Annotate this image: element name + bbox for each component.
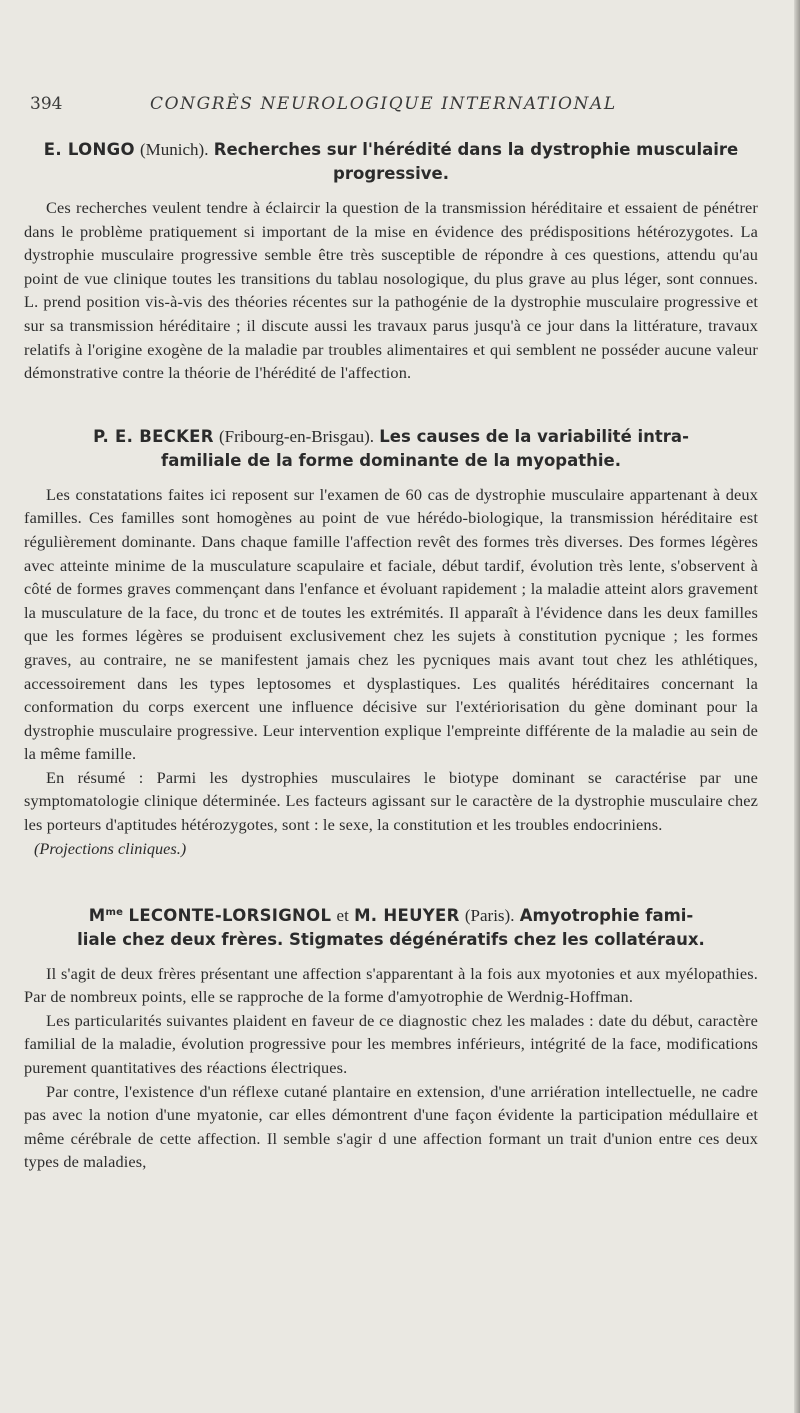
- article-3-paragraph-1: Il s'agit de deux frères présentant une affection s'apparentant à la fois aux myotonies et aux myélopathies. Par de nombreux points, elle se rapproche de la forme d'amyotrophie de Werdnig-Hoffman.: [24, 963, 758, 1007]
- article-1-paragraph-1: Ces recherches veulent tendre à éclaircir la question de la transmission héréditaire et essaient de pénétrer dans le problème pratiquement si important de la mise en évidence des prédispositions hétérozygotes. La dystrophie musculaire progressive semble être très susceptible de répondre à ces questions, attendu qu'au point de vue clinique toutes les transitions du tablau nosologique, du plus grave au plus léger, sont connues. L. prend position vis-à-vis des théories récentes sur la pathogénie de la dystrophie musculaire progressive et sur sa transmission héréditaire ; il discute aussi les travaux parus jusqu'à ce jour dans la littérature, travaux relatifs à l'origine exogène de la maladie par troubles alimentaires et qui semblent ne posséder aucune valeur démonstrative contre la théorie de l'hérédité de l'affection.: [24, 198, 758, 383]
- article-3-heading: [24, 901, 758, 952]
- running-head: [24, 90, 758, 120]
- article-2-paragraph-2: En résumé : Parmi les dystrophies musculaires le biotype dominant se caractérise par une symptomatologie clinique déterminée. Les facteurs agissant sur le caractère de la dystrophie musculaire chez les porteurs d'aptitudes hétérozygotes, sont : le sexe, la constitution et les troubles endocriniens.: [24, 767, 758, 835]
- article-2-paragraph-1: Les constatations faites ici reposent sur l'examen de 60 cas de dystrophie musculaire appartenant à deux familles. Ces familles sont homogènes au point de vue hérédo-biologique, la transmission héréditaire est régulièrement dominante. Dans chaque famille l'affection revêt des formes très diverses. Des formes légères avec atteinte minime de la musculature scapulaire et faciale, début tardif, évolution très lente, s'observent à côté de formes graves commençant dans l'enfance et évoluant rapidement ; la maladie atteint alors gravement la musculature de la face, du tronc et de toutes les extrémités. Il apparaît à l'évidence dans les deux familles que les formes légères se produisent exclusivement chez les sujets à constitution pycnique ; les formes graves, au contraire, ne se manifestent jamais chez les pycniques mais avant tout chez les athlétiques, accessoirement dans les types leptosomes et dysplastiques. Les qualités héréditaires concernant la conformation du corps exercent une influence décisive sur l'extériorisation du gène dominant pour la dystrophie musculaire progressive. Leur intervention explique l'empreinte différente de la maladie au sein de la même famille.: [24, 484, 758, 764]
- book-page: [24, 90, 758, 1174]
- article-3-affiliation: (Paris).: [464, 905, 515, 925]
- running-title: CONGRÈS NEUROLOGIQUE INTERNATIONAL: [150, 94, 617, 114]
- article-3-author-sup: me: [105, 906, 124, 918]
- article-3-paragraph-2: Les particularités suivantes plaident en faveur de ce diagnostic chez les malades : date du début, caractère familial de la maladie, évolution progressive pour les membres inférieurs, intégrité de la face, modifications purement quantitatives des réactions électriques.: [24, 1010, 758, 1078]
- article-2-heading: [24, 425, 758, 473]
- article-3-title-line2: liale chez deux frères. Stigmates dégénératifs chez les collatéraux.: [77, 929, 705, 949]
- article-3-author-prefix-text: M: [88, 905, 106, 925]
- article-3-author2: M. HEUYER: [354, 905, 460, 925]
- article-3-author-prefix: [89, 906, 124, 925]
- article-1-heading: [24, 138, 758, 186]
- article-2-title-line1: Les causes de la variabilité intra-: [379, 426, 689, 446]
- article-2-author: P. E. BECKER: [93, 426, 214, 446]
- article-1-author: E. LONGO: [43, 140, 135, 159]
- article-1-title-line2: progressive.: [333, 164, 449, 183]
- page-edge-shadow: [794, 0, 800, 1413]
- article-1-title-line1: Recherches sur l'hérédité dans la dystrophie musculaire: [213, 140, 739, 159]
- page-number: 394: [30, 94, 63, 114]
- article-2-note: (Projections cliniques.): [34, 838, 187, 858]
- article-3-author: LECONTE-LORSIGNOL: [128, 905, 332, 925]
- article-3-paragraph-3: Par contre, l'existence d'un réflexe cutané plantaire en extension, d'une arriération intellectuelle, ne cadre pas avec la notion d'une myatonie, car elles démontrent d'une façon évidente la participation médullaire et même cérébrale de cette affection. Il semble s'agir d une affection formant un trait d'union entre ces deux types de maladies,: [24, 1081, 758, 1172]
- article-2-affiliation: (Fribourg-en-Brisgau).: [219, 426, 375, 446]
- article-3-title-line1: Amyotrophie fami-: [519, 905, 694, 925]
- article-1-affiliation: (Munich).: [140, 140, 209, 159]
- article-3-conjunction: et: [336, 905, 349, 925]
- article-2-title-line2: familiale de la forme dominante de la myopathie.: [161, 450, 621, 470]
